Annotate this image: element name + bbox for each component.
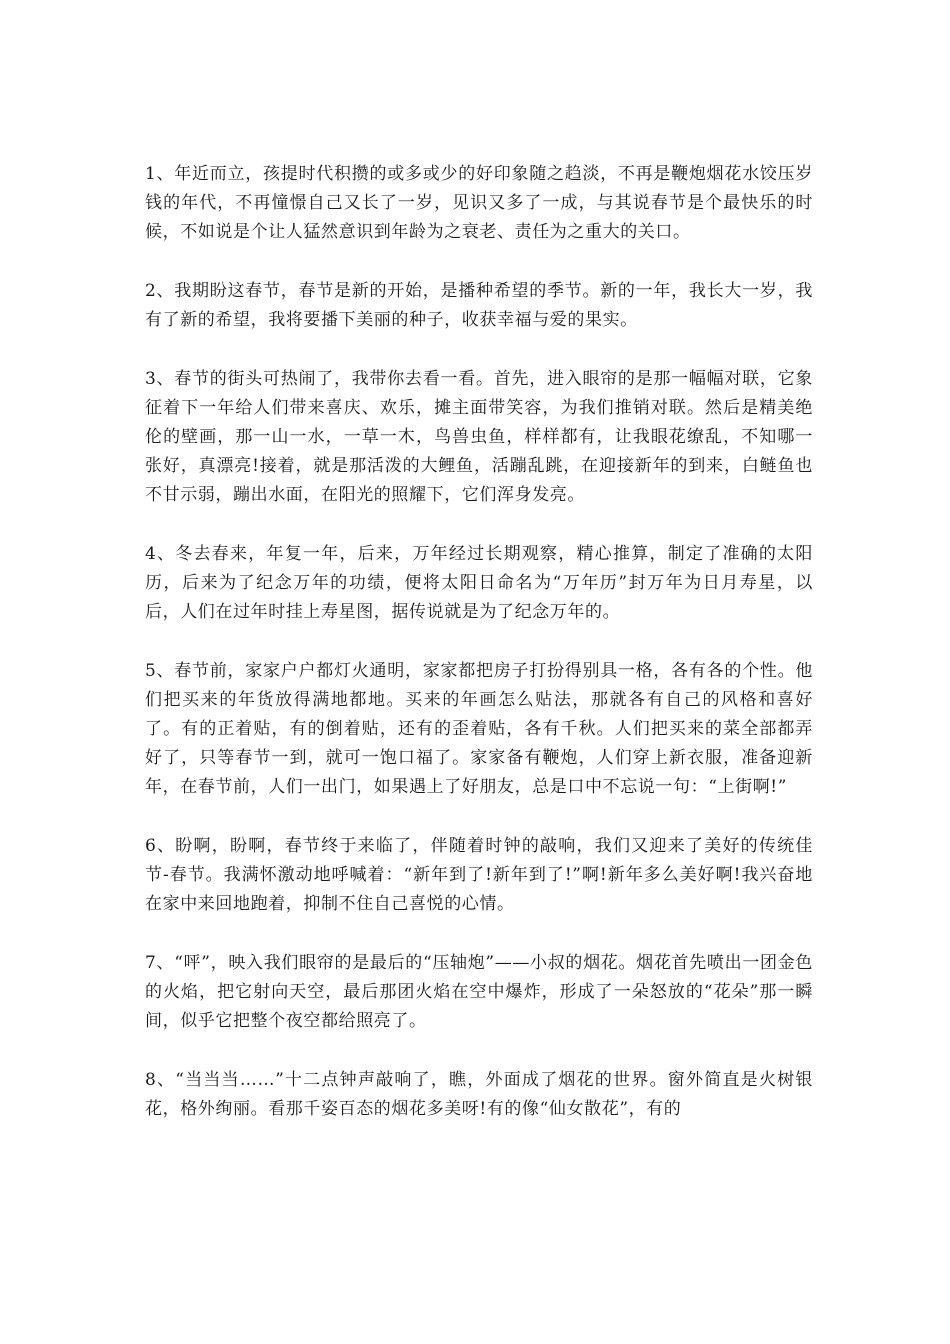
paragraph-3: 3、春节的街头可热闹了，我带你去看一看。首先，进入眼帘的是那一幅幅对联，它象征着下一年给人们带来喜庆、欢乐，摊主面带笑容，为我们推销对联。然后是精美绝伦的壁画，那一山一水，一草一木，鸟兽虫鱼，样样都有，让我眼花缭乱，不知哪一张好，真漂亮!接着，就是那活泼的大鲤鱼，活蹦乱跳，在迎接新年的到来，白鲢鱼也不甘示弱，蹦出水面，在阳光的照耀下，它们浑身发亮。: [145, 369, 813, 505]
document-body: [145, 160, 813, 1154]
paragraph-2: 2、我期盼这春节，春节是新的开始，是播种希望的季节。新的一年，我长大一岁，我有了新的希望，我将要播下美丽的种子，收获幸福与爱的果实。: [145, 281, 813, 330]
paragraph-6: 6、盼啊，盼啊，春节终于来临了，伴随着时钟的敲响，我们又迎来了美好的传统佳节-春节。我满怀激动地呼喊着：“新年到了!新年到了!”啊!新年多么美好啊!我兴奋地在家中来回地跑着，抑制不住自己喜悦的心情。: [145, 836, 813, 914]
paragraph-7: 7、“呯”，映入我们眼帘的是最后的“压轴炮”——小叔的烟花。烟花首先喷出一团金色的火焰，把它射向天空，最后那团火焰在空中爆炸，形成了一朵怒放的“花朵”那一瞬间，似乎它把整个夜空都给照亮了。: [145, 953, 813, 1031]
paragraph-1: 1、年近而立，孩提时代积攒的或多或少的好印象随之趋淡，不再是鞭炮烟花水饺压岁钱的年代，不再憧憬自己又长了一岁，见识又多了一成，与其说春节是个最快乐的时候，不如说是个让人猛然意识到年龄为之衰老、责任为之重大的关口。: [145, 164, 813, 242]
paragraph-8: 8、“当当当……”十二点钟声敲响了，瞧，外面成了烟花的世界。窗外简直是火树银花，格外绚丽。看那千姿百态的烟花多美呀!有的像“仙女散花”，有的: [145, 1070, 813, 1119]
paragraph-5: 5、春节前，家家户户都灯火通明，家家都把房子打扮得别具一格，各有各的个性。他们把买来的年货放得满地都地。买来的年画怎么贴法，那就各有自己的风格和喜好了。有的正着贴，有的倒着贴，还有的歪着贴，各有千秋。人们把买来的菜全部都弄好了，只等春节一到，就可一饱口福了。家家备有鞭炮，人们穿上新衣服，准备迎新年，在春节前，人们一出门，如果遇上了好朋友，总是口中不忘说一句：“上街啊!”: [145, 661, 813, 797]
paragraph-4: 4、冬去春来，年复一年，后来，万年经过长期观察，精心推算，制定了准确的太阳历，后来为了纪念万年的功绩，便将太阳日命名为“万年历”封万年为日月寿星，以后，人们在过年时挂上寿星图，据传说就是为了纪念万年的。: [145, 544, 813, 622]
